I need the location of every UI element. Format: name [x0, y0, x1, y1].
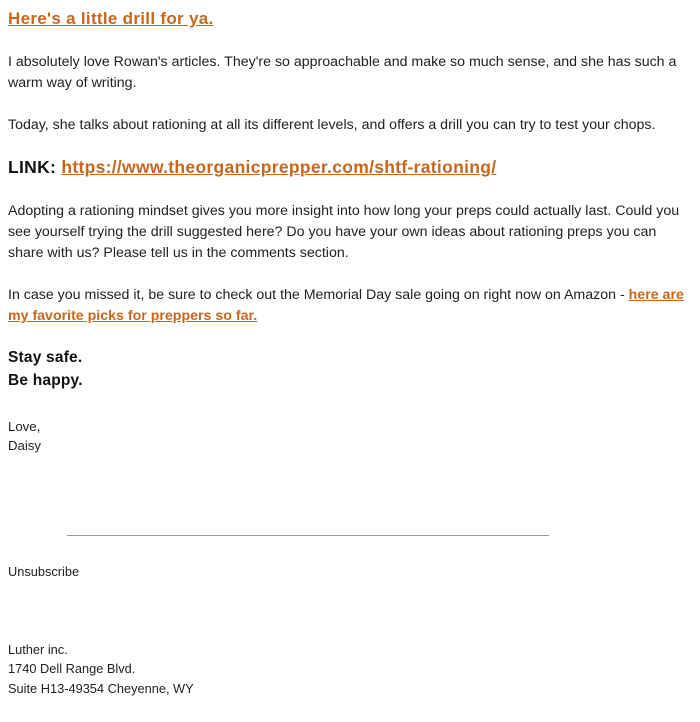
be-happy: Be happy.: [8, 372, 83, 389]
topic-paragraph: Today, she talks about rationing at all its different levels, and offers a drill you can try to test your chops.: [8, 117, 656, 133]
sale-text: In case you missed it, be sure to check out the Memorial Day sale going on right now on Amazon -: [8, 287, 629, 303]
intro-paragraph: I absolutely love Rowan's articles. They're so approachable and make so much sense, and she has such a warm way of writing.: [8, 54, 677, 91]
address-line-1: 1740 Dell Range Blvd.: [8, 661, 136, 676]
link-label: LINK:: [8, 157, 57, 177]
headline: [8, 9, 213, 29]
article-link[interactable]: https://www.theorganicprepper.com/shtf-rationing/: [61, 157, 497, 177]
article-link-line: [8, 157, 496, 178]
stay-safe: Stay safe.: [8, 349, 83, 366]
footer-divider: [67, 535, 549, 536]
love-text: Love,: [8, 419, 41, 434]
sale-paragraph: [8, 285, 692, 327]
address-line-2: Suite H13-49354 Cheyenne, WY: [8, 681, 194, 696]
signature-name: Daisy: [8, 438, 41, 453]
company-name: Luther inc.: [8, 642, 68, 657]
rationing-paragraph: Adopting a rationing mindset gives you more insight into how long your preps could actually last. Could you see yourself trying the drill suggested here? Do you have your own ideas about rationing preps you can share with us? Please tell us in the comments section.: [8, 203, 680, 261]
unsubscribe-link[interactable]: Unsubscribe: [8, 564, 80, 579]
headline-link[interactable]: Here's a little drill for ya.: [8, 9, 214, 28]
favorite-picks-link[interactable]: here are my favorite picks for preppers so far.: [8, 287, 684, 324]
